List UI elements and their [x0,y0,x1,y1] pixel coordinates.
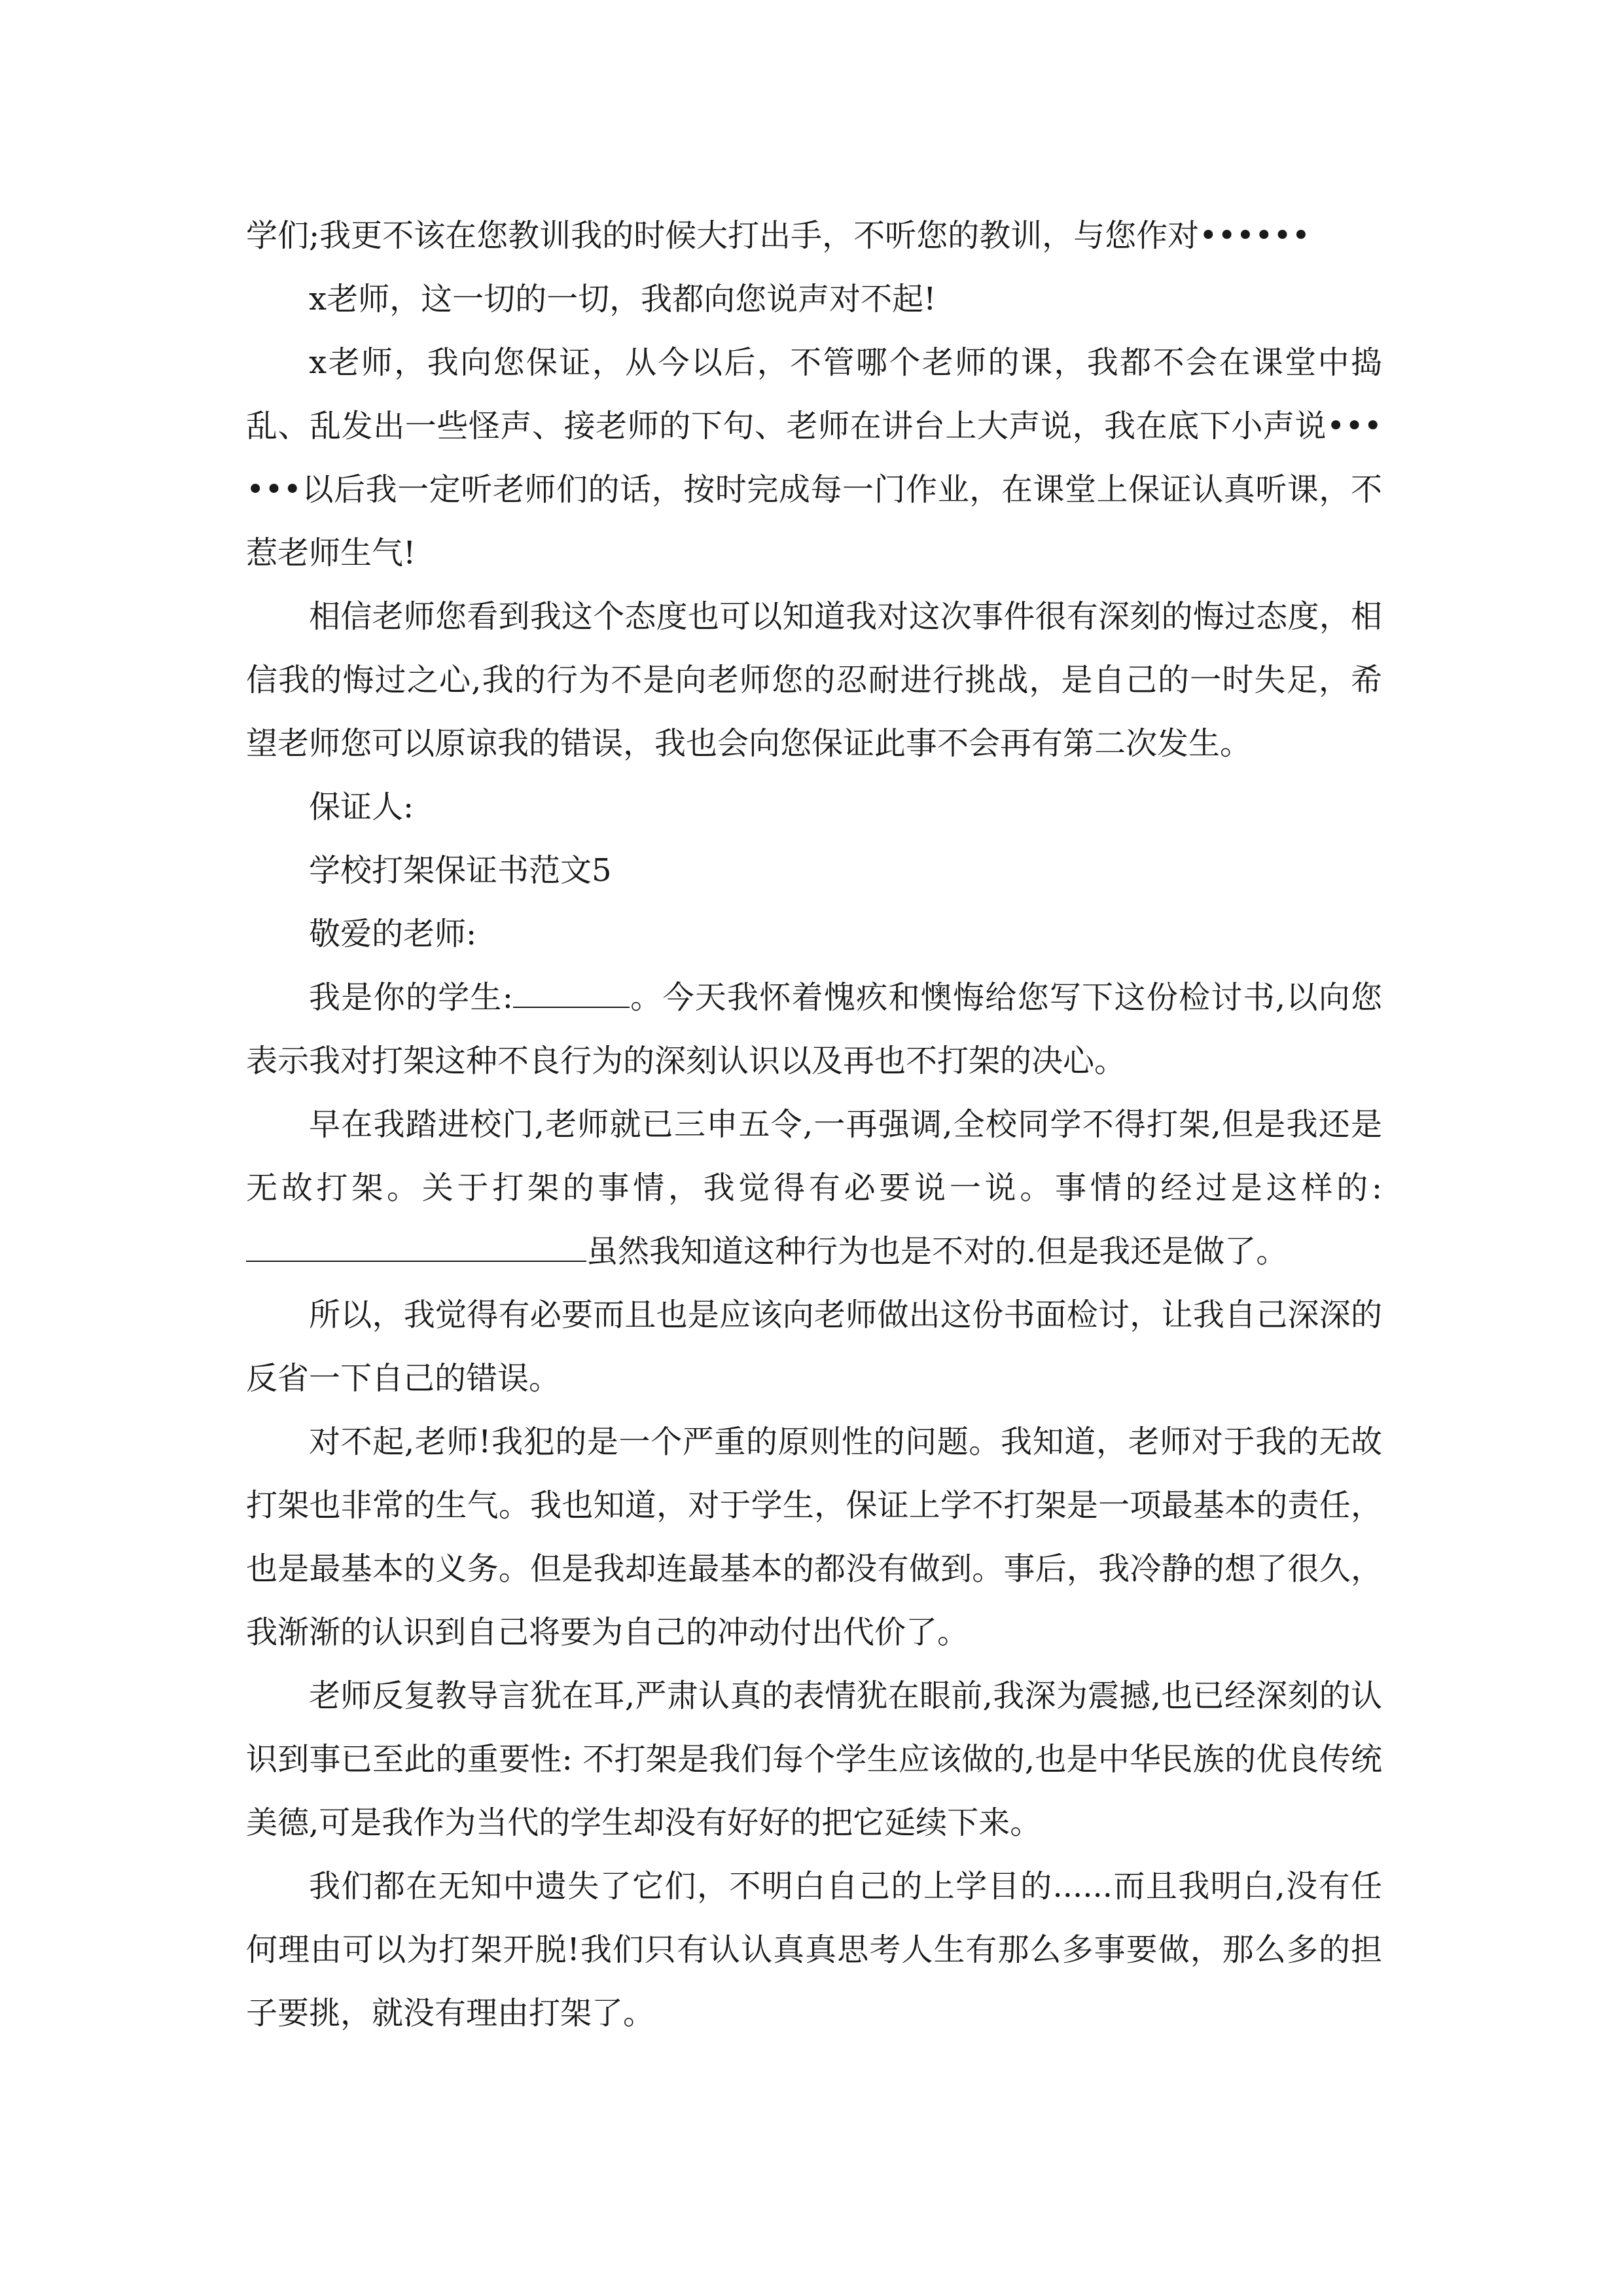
paragraph-events [246,1093,1382,1283]
events-text-b: 虽然我知道这种行为也是不对的.但是我还是做了。 [586,1233,1288,1270]
paragraph-teaching: 老师反复教导言犹在耳,严肃认真的表情犹在眼前,我深为震撼,也已经深刻的认识到事已至此的重要性: 不打架是我们每个学生应该做的,也是中华民族的优良传统美德,可是我作为当代的学生却没有好好的把它延续下来。 [246,1677,1382,1841]
paragraph-4: 相信老师您看到我这个态度也可以知道我对这次事件很有深刻的悔过态度，相信我的悔过之心,我的行为不是向老师您的忍耐进行挑战，是自己的一时失足，希望老师您可以原谅我的错误，我也会向您保证此事不会再有第二次发生。 [246,598,1382,762]
events-text-a: 早在我踏进校门,老师就已三申五令,一再强调,全校同学不得打架,但是我还是无故打架。关于打架的事情，我觉得有必要说一说。事情的经过是这样的: [246,1106,1382,1206]
paragraph-conclusion: 我们都在无知中遗失了它们，不明白自己的上学目的......而且我明白,没有任何理由可以为打架开脱!我们只有认认真真思考人生有那么多事要做，那么多的担子要挑，就没有理由打架了。 [246,1868,1382,2032]
paragraph-apology: 对不起,老师!我犯的是一个严重的原则性的问题。我知道，老师对于我的无故打架也非常的生气。我也知道，对于学生，保证上学不打架是一项最基本的责任，也是最基本的义务。但是我却连最基本的都没有做到。事后，我冷静的想了很久，我渐渐的认识到自己将要为自己的冲动付出代价了。 [246,1424,1382,1651]
paragraph-3: x老师，我向您保证，从今以后，不管哪个老师的课，我都不会在课堂中捣乱、乱发出一些怪声、接老师的下句、老师在讲台上大声说，我在底下小声说••••••以后我一定听老师们的话，按时完成每一门作业，在课堂上保证认真听课，不惹老师生气! [246,344,1382,571]
document-body [246,204,1382,2045]
paragraph-2: x老师，这一切的一切，我都向您说声对不起! [309,281,936,317]
intro-text-b: 。今天我怀着愧疚和懊悔给您写下这份检讨书,以向您表示我对打架这种不良行为的深刻认识以及再也不打架的决心。 [246,979,1382,1079]
paragraph-1: 学们;我更不该在您教训我的时候大打出手，不听您的教训，与您作对•••••• [246,217,1311,254]
salutation: 敬爱的老师: [309,916,477,952]
section-title: 学校打架保证书范文5 [309,852,612,889]
events-blank [246,1234,586,1262]
student-name-blank [513,980,630,1008]
intro-text-a: 我是你的学生: [309,979,513,1016]
paragraph-intro [246,966,1382,1093]
guarantor-line: 保证人: [309,789,414,825]
paragraph-reflection: 所以，我觉得有必要而且也是应该向老师做出这份书面检讨，让我自己深深的反省一下自己的错误。 [246,1297,1382,1397]
